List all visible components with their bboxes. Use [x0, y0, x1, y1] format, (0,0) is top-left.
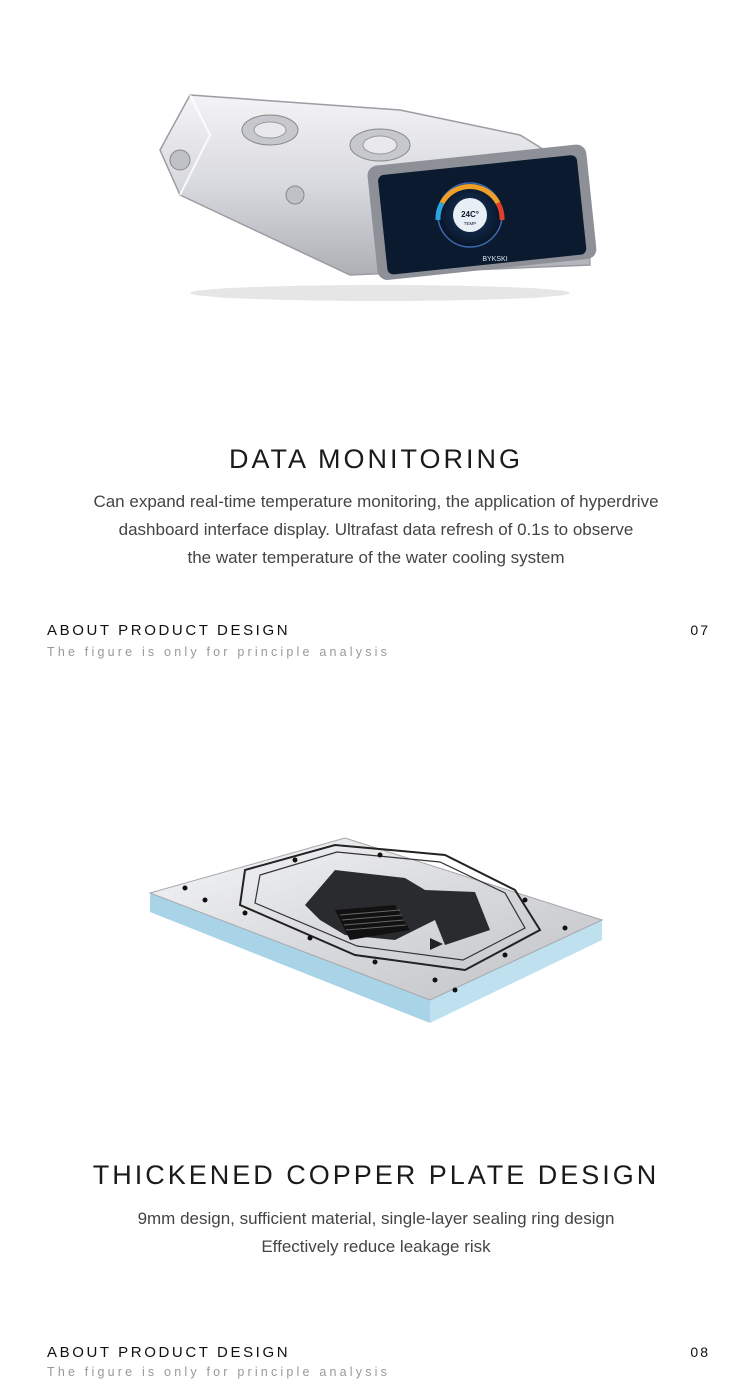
section2-description: [0, 1205, 752, 1261]
page-number: 07: [690, 622, 710, 638]
section1-heading: DATA MONITORING: [228, 444, 523, 474]
about-title: ABOUT PRODUCT DESIGN: [47, 622, 291, 639]
desc-line: the water temperature of the water cooling system: [187, 548, 565, 567]
water-block-image: [150, 85, 600, 305]
desc-line: 9mm design, sufficient material, single-layer sealing ring design: [137, 1209, 615, 1228]
copper-plate-image: [145, 830, 610, 1030]
desc-line: Effectively reduce leakage risk: [261, 1237, 491, 1256]
screen-temp: 24C°: [461, 210, 479, 219]
about-subtitle: The figure is only for principle analysis: [47, 1365, 391, 1379]
screen-brand: BYKSKI: [482, 256, 508, 263]
screen-label: TEMP: [463, 221, 477, 226]
section2-heading: THICKENED COPPER PLATE DESIGN: [92, 1160, 660, 1190]
desc-line: dashboard interface display. Ultrafast data refresh of 0.1s to observe: [118, 520, 634, 539]
about-title: ABOUT PRODUCT DESIGN: [47, 1344, 291, 1361]
about-subtitle: The figure is only for principle analysis: [47, 645, 391, 659]
page-number: 08: [690, 1344, 710, 1360]
desc-line: Can expand real-time temperature monitoring, the application of hyperdrive: [93, 492, 659, 511]
section1-description: [0, 488, 752, 572]
